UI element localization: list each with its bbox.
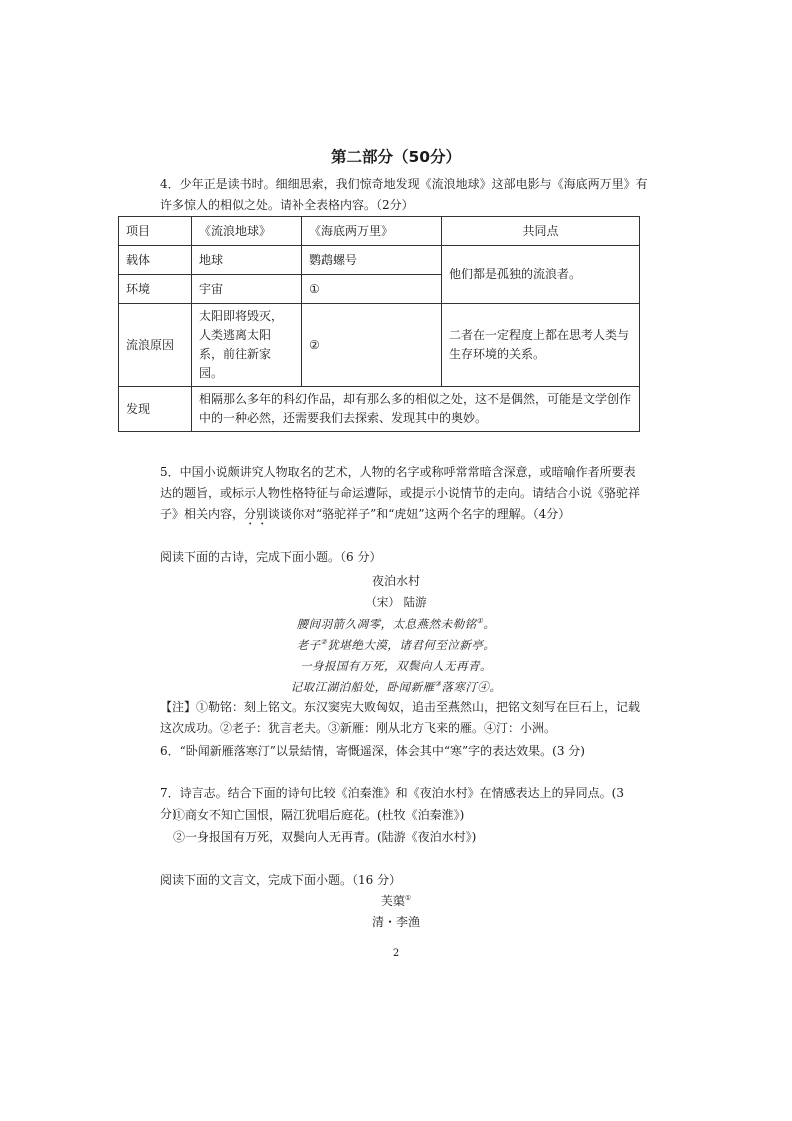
prose-intro: 阅读下面的文言文，完成下面小题。（16 分） [160, 873, 402, 887]
table-header-cell: 共同点 [442, 217, 640, 246]
question-5 [160, 462, 640, 528]
table-cell-common: 二者在一定程度上都在思考人类与生存环境的关系。 [442, 304, 640, 387]
question-7-option: ①商女不知亡国恨，隔江犹唱后庭花。(杜牧《泊秦淮》) [173, 808, 465, 822]
table-cell-label: 流浪原因 [119, 304, 192, 387]
prose-author: 清・李渔 [371, 915, 420, 929]
table-cell: 宇宙 [192, 275, 302, 304]
table-cell-label: 环境 [119, 275, 192, 304]
table-header-cell: 《流浪地球》 [192, 217, 302, 246]
question-4: 4．少年正是读书时。细细思索，我们惊奇地发现《流浪地球》这部电影与《海底两万里》有许多惊人的相似之处。请补全表格内容。（2分） [160, 177, 648, 212]
table-row [119, 387, 640, 432]
table-cell-label: 发现 [119, 387, 192, 432]
note-marker: ③ [434, 680, 442, 689]
poem-line: 一身报国有万死，双鬓向人无再青。 [300, 659, 492, 673]
poem-title: 夜泊水村 [371, 574, 420, 588]
table-cell-blank-1: ① [302, 275, 442, 304]
table-header-row [119, 217, 640, 246]
question-7-option: ②一身报国有万死，双鬓向人无再青。(陆游《夜泊水村》) [173, 830, 477, 844]
question-5-emphasis: 分别 [244, 507, 269, 521]
comparison-table [118, 216, 640, 432]
note-marker: ② [320, 638, 328, 647]
poem-line: 腰间羽箭久凋零，太息燕然未勒铭①。 [296, 617, 496, 631]
table-header-cell: 《海底两万里》 [302, 217, 442, 246]
table-cell: 鹦鹉螺号 [302, 246, 442, 275]
table-cell: 地球 [192, 246, 302, 275]
section-title: 第二部分（50分） [330, 148, 462, 166]
page-number: 2 [392, 948, 400, 959]
note-marker: ① [404, 894, 412, 902]
table-row [119, 304, 640, 387]
question-6: 6．“卧闻新雁落寒汀”以景結情，寄慨遥深，体会其中“寒”字的表达效果。(3 分) [160, 744, 585, 758]
question-5-part-b: 谈谈你对“骆驼祥子”和“虎妞”这两个名字的理解。（4分） [268, 507, 571, 521]
table-cell: 太阳即将毁灭，人类逃离太阳系，前往新家园。 [192, 304, 302, 387]
table-header-cell: 项目 [119, 217, 192, 246]
poem-note: 【注】①勒铭：刻上铭文。东汉窦宪大败匈奴，追击至燕然山，把铭文刻写在巨石上，记载这次成功。②老子：犹言老夫。③新雁：刚从北方飞来的雁。④汀：小洲。 [160, 700, 641, 735]
prose-title: 芙蕖① [380, 894, 412, 908]
question-5-part-a: 5．中国小说颇讲究人物取名的艺术，人物的名字或称呼常常暗含深意，或暗喻作者所要表达的题旨，或标示人物性格特征与命运遭际，或提示小说情节的走向。请结合小说《骆驼祥子》相关内容， [160, 465, 641, 521]
table-row [119, 246, 640, 275]
poem-author: （宋） 陆游 [365, 595, 427, 609]
poem-line: 记取江湖泊船处，卧闻新雁③落寒汀④。 [290, 680, 502, 694]
poem-line: 老子②犹堪绝大漠，诸君何至泣新亭。 [296, 638, 496, 652]
table-cell-common: 他们都是孤独的流浪者。 [442, 246, 640, 304]
note-marker: ① [476, 617, 484, 626]
table-cell-blank-2: ② [302, 304, 442, 387]
question-7: 7．诗言志。结合下面的诗句比较《泊秦淮》和《夜泊水村》在情感表达上的异同点。(3 分) [160, 786, 624, 821]
table-cell-finding: 相隔那么多年的科幻作品，却有那么多的相似之处，这不是偶然，可能是文学创作中的一种必然，还需要我们去探索、发现其中的奥妙。 [192, 387, 640, 432]
poem-intro: 阅读下面的古诗，完成下面小题。（6 分） [160, 550, 382, 564]
table-cell-label: 载体 [119, 246, 192, 275]
